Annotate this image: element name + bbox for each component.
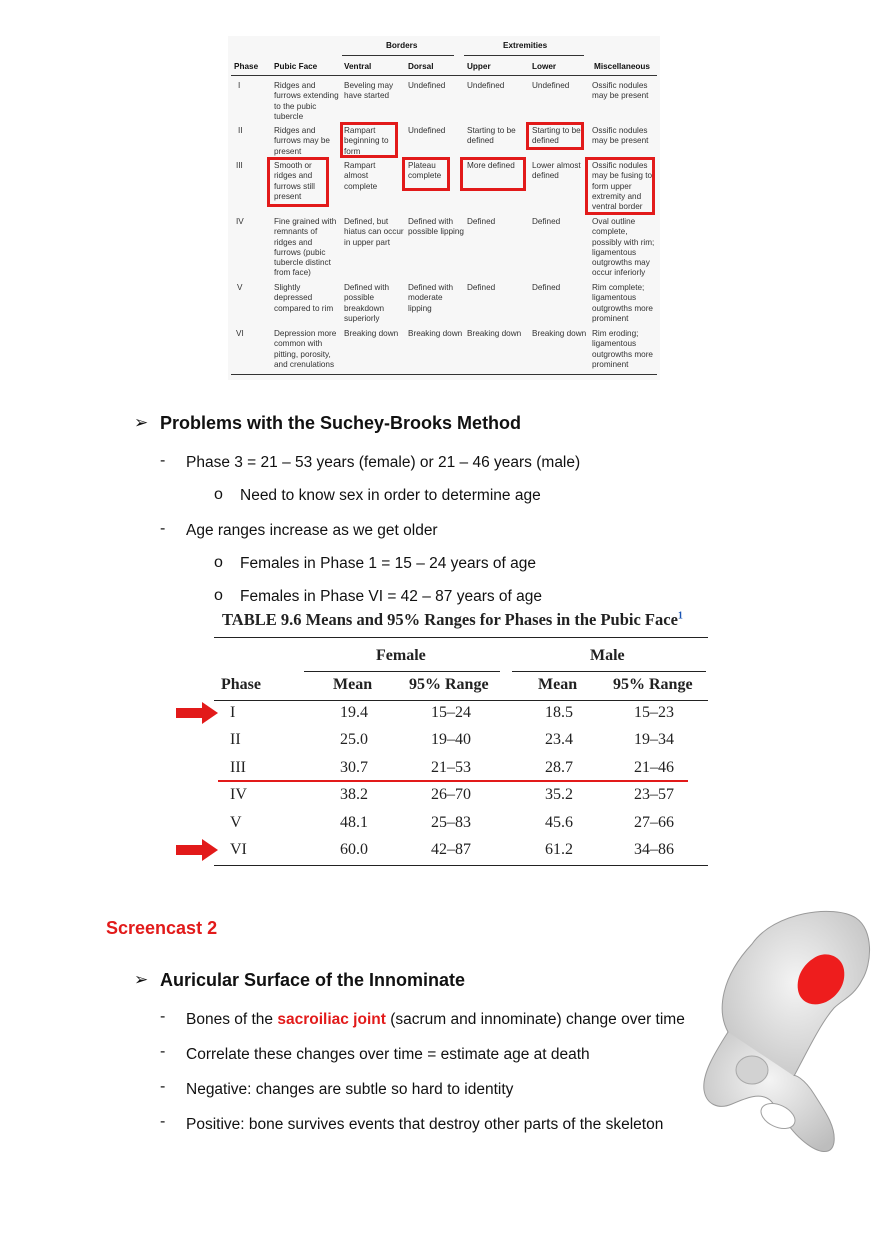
- table-cell: III: [230, 758, 246, 776]
- pubic-face-cell: Slightly depressed compared to rim: [274, 283, 334, 313]
- table-cell: 19–40: [431, 731, 471, 749]
- list-item: Negative: changes are subtle so hard to identity: [186, 1081, 514, 1098]
- highlight-box: [526, 122, 584, 150]
- col-header-upper: Upper: [467, 62, 491, 71]
- list-item-pre: Bones of the: [186, 1011, 278, 1028]
- upper-cell: Breaking down: [467, 329, 522, 338]
- header-rule: [214, 700, 708, 701]
- list-item: Positive: bone survives events that destroy other parts of the skeleton: [186, 1116, 664, 1133]
- highlight-box: [340, 122, 398, 158]
- col-header-male-range: 95% Range: [613, 676, 693, 693]
- list-item: [186, 1011, 685, 1029]
- lower-cell: Defined: [532, 217, 561, 226]
- list-item: Phase 3 = 21 – 53 years (female) or 21 – 46 years (male): [186, 454, 581, 471]
- phase-cell: IV: [236, 217, 244, 226]
- pubic-face-cell: Depression more common with pitting, porosity, and crenulations: [274, 329, 337, 369]
- table-top-rule: [214, 637, 708, 638]
- table-cell: V: [230, 813, 242, 831]
- ventral-cell: Rampart almost complete: [344, 161, 378, 191]
- col-header-pubic-face: Pubic Face: [274, 62, 318, 71]
- col-header-phase: Phase: [221, 676, 261, 693]
- table-cell: II: [230, 731, 241, 749]
- table-cell: 45.6: [545, 813, 573, 831]
- highlight-term: sacroiliac joint: [277, 1011, 386, 1028]
- innominate-bone-illustration: [694, 904, 880, 1172]
- dash-bullet: -: [160, 452, 166, 469]
- col-header-male-mean: Mean: [538, 676, 578, 693]
- male-rule: [512, 671, 706, 672]
- dorsal-cell: Breaking down: [408, 329, 463, 338]
- misc-cell: Ossific nodules may be present: [592, 126, 649, 146]
- table-cell: 25–83: [431, 813, 471, 831]
- table-cell: 60.0: [340, 841, 368, 858]
- sub-list-item: Need to know sex in order to determine age: [240, 487, 541, 504]
- female-rule: [304, 671, 500, 672]
- ventral-cell: Defined, but hiatus can occur in upper part: [344, 217, 404, 247]
- ventral-cell: Breaking down: [344, 329, 399, 338]
- lower-cell: Defined: [532, 283, 561, 292]
- upper-cell: Undefined: [467, 81, 505, 90]
- col-header-ventral: Ventral: [344, 62, 372, 71]
- section-heading: Problems with the Suchey-Brooks Method: [160, 413, 522, 433]
- table-cell: 25.0: [340, 731, 368, 749]
- pubic-face-cell: Ridges and furrows extending to the pubic tubercle: [274, 81, 339, 121]
- table-cell: 23.4: [545, 731, 573, 749]
- table-cell: 26–70: [431, 786, 471, 804]
- table-cell: 15–24: [431, 704, 471, 721]
- section-heading: Auricular Surface of the Innominate: [160, 970, 466, 990]
- phase-cell: III: [236, 161, 243, 170]
- dorsal-cell: Defined with possible lipping: [408, 217, 464, 237]
- circle-bullet: o: [214, 554, 223, 571]
- group-header-female: Female: [376, 647, 426, 664]
- footnote-link[interactable]: 1: [677, 610, 683, 622]
- table-cell: 23–57: [634, 786, 674, 804]
- ventral-cell: Beveling may have started: [344, 81, 394, 101]
- table-cell: 35.2: [545, 786, 573, 804]
- table-cell: IV: [230, 786, 247, 804]
- table-cell: 21–46: [634, 758, 674, 776]
- dash-bullet: -: [160, 1078, 166, 1095]
- table-cell: 42–87: [431, 841, 471, 858]
- sub-list-item: Females in Phase VI = 42 – 87 years of age: [240, 588, 543, 605]
- arrow-bullet-icon: ➢: [134, 970, 149, 989]
- col-header-lower: Lower: [532, 62, 557, 71]
- table-bottom-rule: [214, 865, 708, 866]
- group-header-borders: Borders: [386, 41, 418, 50]
- dash-bullet: -: [160, 1113, 166, 1130]
- pubic-face-cell: Smooth or ridges and furrows still present: [274, 161, 315, 201]
- misc-cell: Rim complete; ligamentous outgrowths more prominent: [592, 283, 653, 323]
- highlight-box: [267, 157, 329, 207]
- dorsal-cell: Plateau complete: [408, 161, 442, 181]
- table-cell: 21–53: [431, 758, 471, 776]
- pubic-face-cell: Fine grained with remnants of ridges and furrows (pubic tubercle distinct from face): [274, 217, 337, 278]
- bottom-rule: [231, 374, 657, 375]
- misc-cell: Ossific nodules may be fusing to form upper extremity and ventral border: [592, 161, 653, 212]
- col-header-dorsal: Dorsal: [408, 62, 434, 71]
- table-cell: 19–34: [634, 731, 674, 749]
- col-header-female-mean: Mean: [333, 676, 373, 693]
- arrow-bullet-icon: ➢: [134, 413, 149, 432]
- red-underline: [218, 780, 688, 782]
- sub-list-item: Females in Phase 1 = 15 – 24 years of age: [240, 555, 536, 572]
- dash-bullet: -: [160, 1043, 166, 1060]
- table-title-text: TABLE 9.6 Means and 95% Ranges for Phases in the Pubic Face: [222, 610, 678, 629]
- group-header-extremities: Extremities: [503, 41, 548, 50]
- phase-characteristics-table: [228, 36, 660, 380]
- screencast-label: Screencast 2: [106, 918, 218, 938]
- table-cell: 19.4: [340, 704, 368, 721]
- highlight-box: [460, 157, 526, 191]
- upper-cell: Defined: [467, 217, 496, 226]
- table-cell: 15–23: [634, 704, 674, 721]
- pubic-face-cell: Ridges and furrows may be present: [274, 126, 330, 156]
- red-arrow-icon: [176, 839, 218, 861]
- phase-cell: VI: [236, 329, 244, 338]
- lower-cell: Lower almost defined: [532, 161, 581, 181]
- phase-cell: V: [237, 283, 243, 292]
- highlight-box: [402, 157, 450, 191]
- red-arrow-icon: [176, 702, 218, 724]
- col-header-phase: Phase: [234, 62, 259, 71]
- dorsal-cell: Undefined: [408, 126, 446, 135]
- misc-cell: Rim eroding; ligamentous outgrowths more prominent: [592, 329, 653, 369]
- ventral-cell: Defined with possible breakdown superiorly: [344, 283, 390, 323]
- table-cell: I: [230, 704, 236, 721]
- list-item: Correlate these changes over time = estimate age at death: [186, 1046, 590, 1063]
- misc-cell: Ossific nodules may be present: [592, 81, 649, 101]
- dorsal-cell: Undefined: [408, 81, 446, 90]
- header-rule: [231, 75, 657, 76]
- table-cell: VI: [230, 841, 247, 858]
- lower-cell: Breaking down: [532, 329, 587, 338]
- rule-extremities: [464, 55, 584, 56]
- upper-cell: More defined: [467, 161, 515, 170]
- table-title: [222, 610, 683, 630]
- table-cell: 48.1: [340, 813, 368, 831]
- circle-bullet: o: [214, 587, 223, 604]
- table-cell: 28.7: [545, 758, 573, 776]
- rule-borders: [342, 55, 454, 56]
- lower-cell: Undefined: [532, 81, 570, 90]
- dorsal-cell: Defined with moderate lipping: [408, 283, 454, 313]
- ventral-cell: Rampart beginning to form: [344, 126, 389, 156]
- group-header-male: Male: [590, 647, 625, 664]
- col-header-misc: Miscellaneous: [594, 62, 650, 71]
- highlight-box: [585, 157, 655, 215]
- dash-bullet: -: [160, 1008, 166, 1025]
- table-cell: 18.5: [545, 704, 573, 721]
- upper-cell: Defined: [467, 283, 496, 292]
- phase-cell: I: [238, 81, 241, 90]
- dash-bullet: -: [160, 520, 166, 537]
- table-cell: 61.2: [545, 841, 573, 858]
- table-cell: 30.7: [340, 758, 368, 776]
- misc-cell: Oval outline complete, possibly with rim; ligamentous outgrowths may occur inferiorly: [592, 217, 655, 278]
- upper-cell: Starting to be defined: [467, 126, 516, 146]
- table-cell: 27–66: [634, 813, 674, 831]
- table-cell: 34–86: [634, 841, 674, 858]
- list-item: Age ranges increase as we get older: [186, 522, 438, 539]
- table-cell: 38.2: [340, 786, 368, 804]
- lower-cell: Starting to be defined: [532, 126, 581, 146]
- phase-cell: II: [238, 126, 243, 135]
- list-item-post: (sacrum and innominate) change over time: [385, 1011, 685, 1028]
- circle-bullet: o: [214, 486, 223, 503]
- col-header-female-range: 95% Range: [409, 676, 489, 693]
